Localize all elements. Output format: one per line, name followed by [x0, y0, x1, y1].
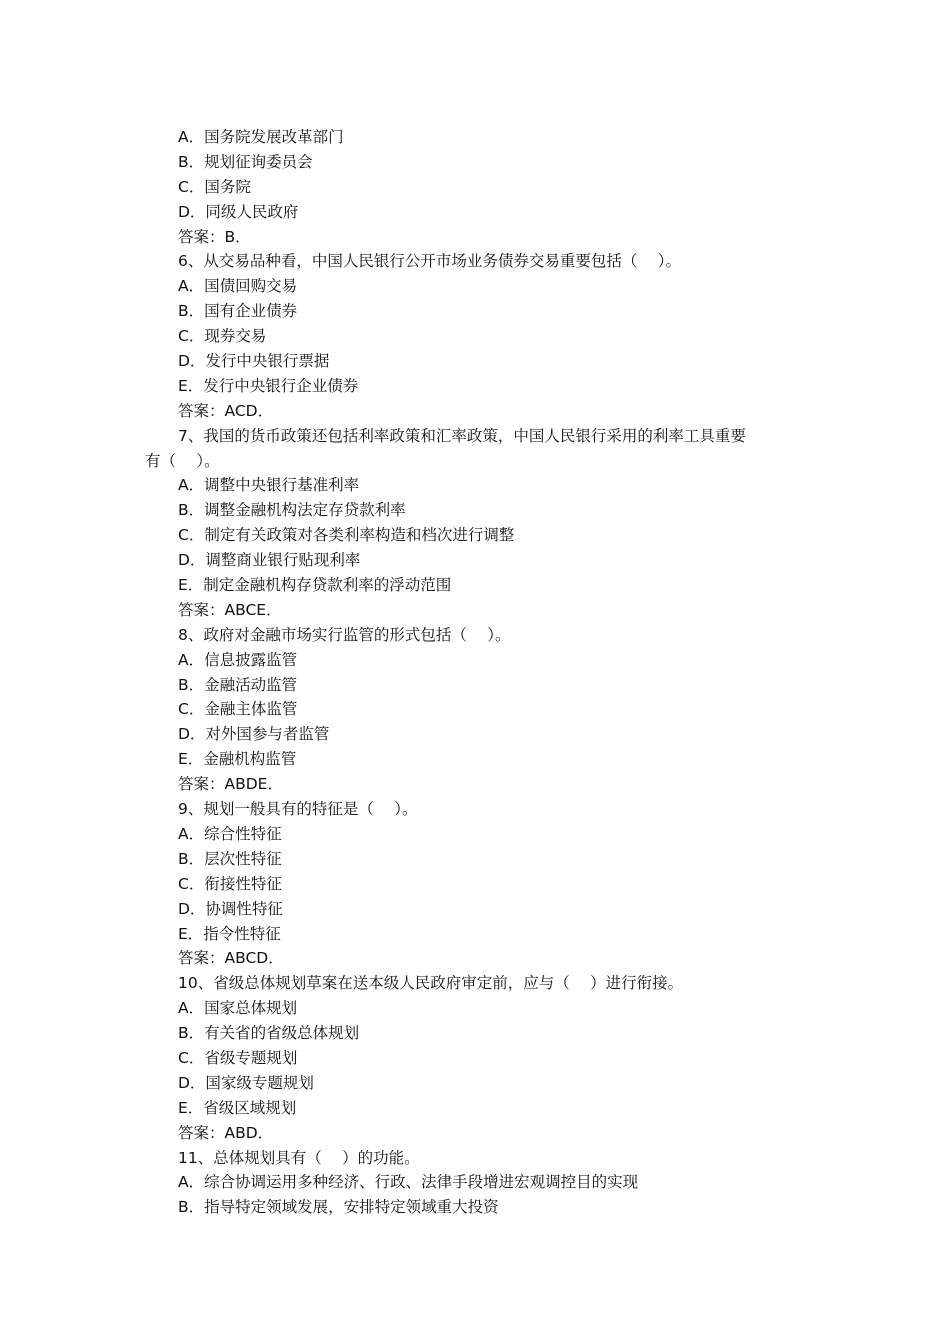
option-text: E．金融机构监管 — [178, 750, 297, 769]
question-text: 8、政府对金融市场实行监管的形式包括（ ）。 — [178, 625, 511, 644]
option-text: B．指导特定领域发展，安排特定领域重大投资 — [178, 1198, 499, 1217]
option-text: A．调整中央银行基准利率 — [178, 476, 360, 495]
option-text: E．发行中央银行企业债券 — [178, 376, 359, 395]
option-text: C．制定有关政策对各类利率构造和档次进行调整 — [178, 526, 515, 545]
document-body — [145, 125, 805, 1220]
option-text: E．制定金融机构存贷款利率的浮动范围 — [178, 576, 452, 595]
option-text: B．规划征询委员会 — [178, 152, 313, 171]
option-text: C．金融主体监管 — [178, 700, 298, 719]
option-text: A．国务院发展改革部门 — [178, 128, 344, 146]
option-text: D．同级人民政府 — [178, 202, 299, 221]
option-text: A．信息披露监管 — [178, 650, 298, 669]
option-text: A．国债回购交易 — [178, 277, 298, 296]
question-text: 11、总体规划具有（ ）的功能。 — [178, 1148, 420, 1167]
option-text: E．指令性特征 — [178, 924, 281, 943]
answer-text: 答案：ABDE． — [178, 775, 283, 794]
answer-text: 答案：ACD． — [178, 401, 274, 420]
option-text: A．综合协调运用多种经济、行政、法律手段增进宏观调控目的实现 — [178, 1173, 639, 1192]
option-text: B．有关省的省级总体规划 — [178, 1024, 360, 1043]
question-continuation-text: 有（ ）。 — [145, 451, 220, 470]
question-text: 9、规划一般具有的特征是（ ）。 — [178, 800, 418, 819]
option-text: B．层次性特征 — [178, 849, 282, 868]
option-text: D．协调性特征 — [178, 899, 283, 918]
option-text: D．调整商业银行贴现利率 — [178, 551, 361, 570]
option-text: D．国家级专题规划 — [178, 1073, 314, 1092]
question-text: 7、我国的货币政策还包括利率政策和汇率政策，中国人民银行采用的利率工具重要 — [178, 426, 746, 445]
option-text: C．现券交易 — [178, 327, 267, 346]
answer-text: 答案：ABD． — [178, 1123, 274, 1142]
option-text: D．对外国参与者监管 — [178, 725, 330, 744]
option-text: B．金融活动监管 — [178, 675, 298, 694]
question-text: 10、省级总体规划草案在送本级人民政府审定前，应与（ ）进行衔接。 — [178, 974, 684, 993]
option-text: B．国有企业债券 — [178, 302, 298, 321]
option-text: B．调整金融机构法定存贷款利率 — [178, 501, 406, 520]
option-text: D．发行中央银行票据 — [178, 352, 330, 371]
question-text: 6、从交易品种看，中国人民银行公开市场业务债券交易重要包括（ ）。 — [178, 252, 682, 271]
answer-text: 答案：B． — [178, 227, 251, 246]
answer-text: 答案：ABCD． — [178, 949, 284, 968]
option-text: A．国家总体规划 — [178, 999, 298, 1018]
option-text: A．综合性特征 — [178, 824, 282, 843]
option-text: C．国务院 — [178, 177, 251, 196]
answer-text: 答案：ABCE． — [178, 600, 282, 619]
option-text: E．省级区域规划 — [178, 1098, 297, 1117]
option-text: C．省级专题规划 — [178, 1048, 298, 1067]
option-text: C．衔接性特征 — [178, 874, 282, 893]
